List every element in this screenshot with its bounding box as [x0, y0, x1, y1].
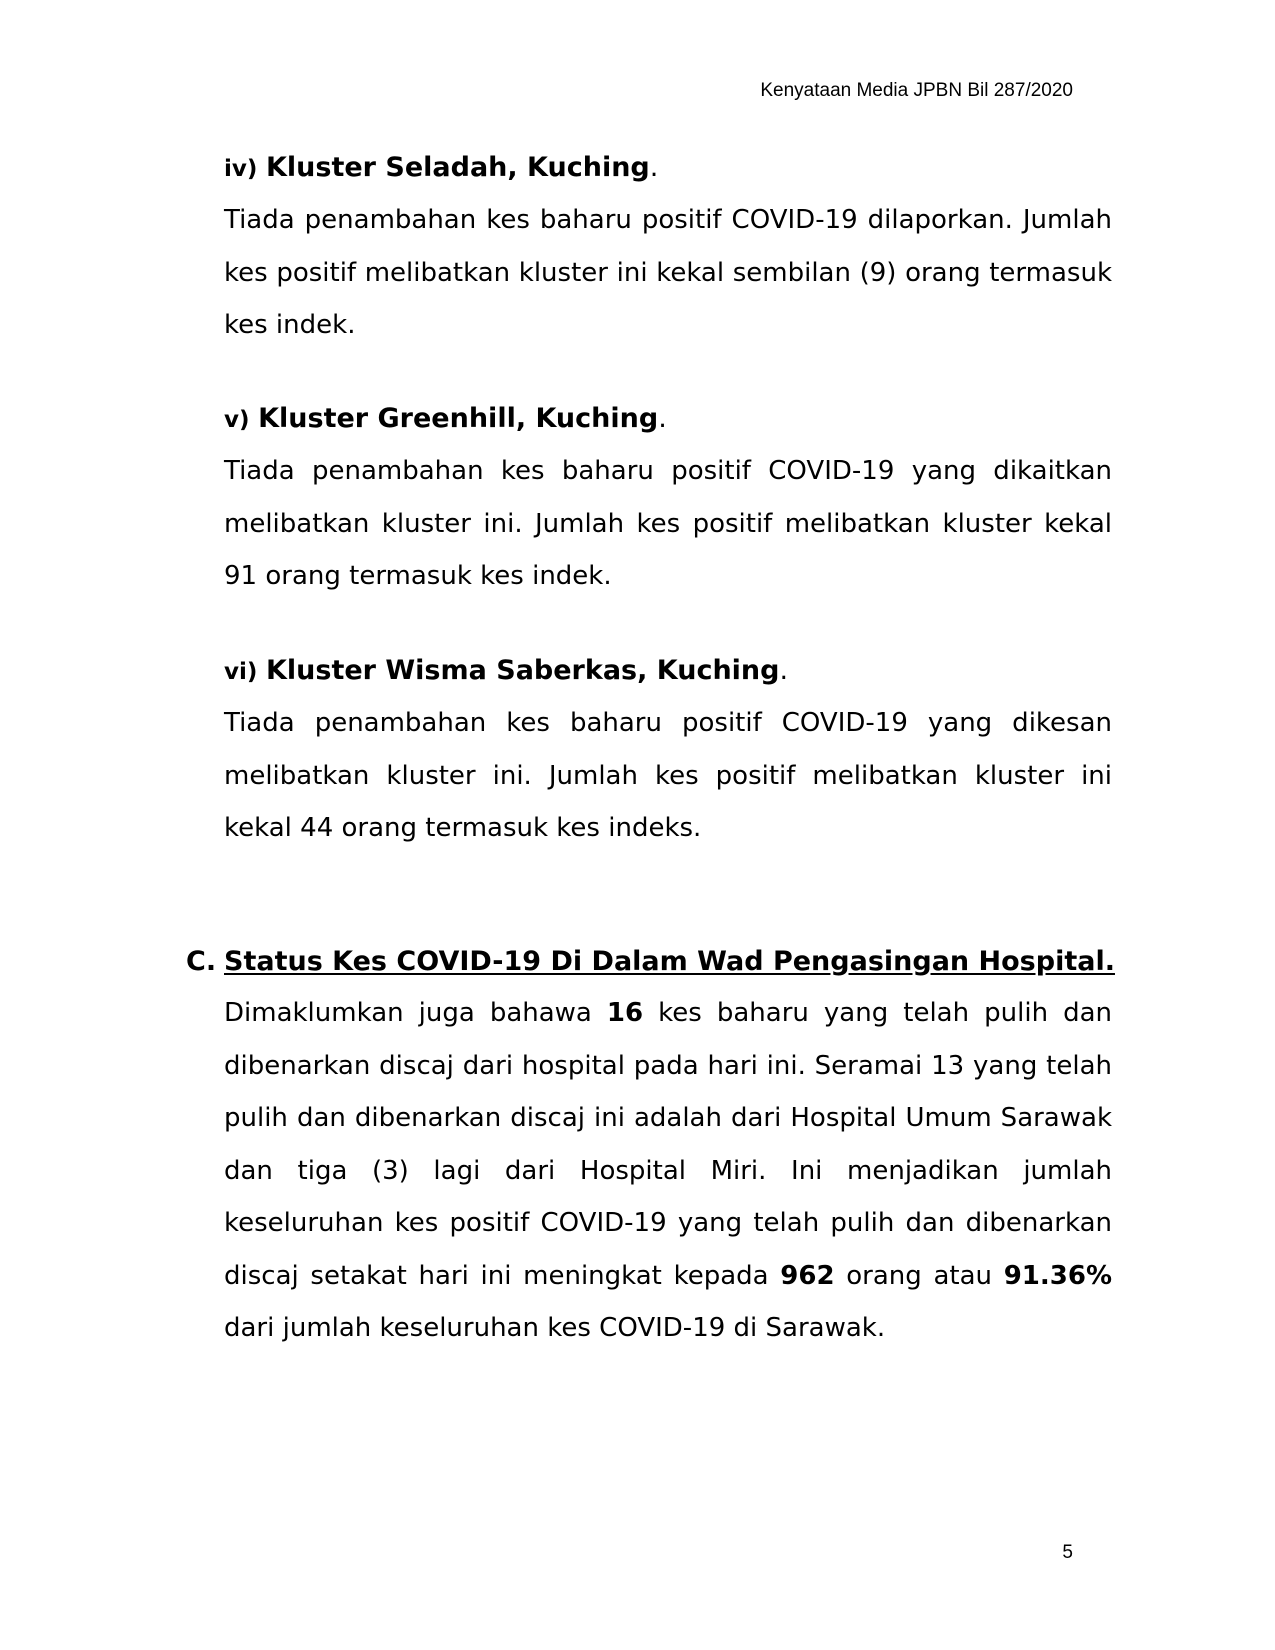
paragraph-text: kes baharu yang telah pulih dan dibenarkan discaj dari hospital pada hari ini. Seramai 13 yang telah pulih dan dibenarkan discaj ini adalah dari Hospital Umum Sarawak dan tiga (3) lagi dari Hospital Miri. Ini menjadikan jumlah keseluruhan kes positif COVID-19 yang telah pulih dan dibenarkan discaj setakat hari ini meningkat kepada [224, 998, 1112, 1291]
cluster-number: iv) [224, 156, 258, 182]
cluster-heading-greenhill [224, 403, 667, 436]
recovery-percentage: 91.36% [1003, 1260, 1113, 1291]
cluster-period: . [658, 403, 667, 434]
cluster-text-wisma-saberkas: Tiada penambahan kes baharu positif COVID-19 yang dikesan melibatkan kluster ini. Jumlah kes positif melibatkan kluster ini kekal 44 orang termasuk kes indeks. [224, 708, 1112, 843]
cluster-text-greenhill: Tiada penambahan kes baharu positif COVID-19 yang dikaitkan melibatkan kluster ini. Jumlah kes positif melibatkan kluster kekal 91 orang termasuk kes indek. [224, 456, 1112, 591]
cluster-heading-seladah [224, 152, 658, 185]
section-c-paragraph [224, 987, 1112, 1355]
cluster-name: Kluster Greenhill, Kuching [258, 403, 659, 434]
cluster-text-seladah: Tiada penambahan kes baharu positif COVID-19 dilaporkan. Jumlah kes positif melibatkan kluster ini kekal sembilan (9) orang termasuk kes indek. [224, 205, 1112, 340]
cluster-number: vi) [224, 659, 258, 685]
paragraph-text: Dimaklumkan juga bahawa [224, 998, 592, 1028]
section-title: Status Kes COVID-19 Di Dalam Wad Pengasingan Hospital. [224, 946, 1115, 977]
section-c-heading [186, 946, 1115, 978]
page-number: 5 [1062, 1542, 1073, 1563]
cluster-name: Kluster Seladah, Kuching [265, 152, 650, 183]
paragraph-text: dari jumlah keseluruhan kes COVID-19 di Sarawak. [224, 1313, 886, 1343]
cluster-number: v) [224, 407, 250, 433]
paragraph-text: orang atau [846, 1260, 993, 1291]
cluster-heading-wisma-saberkas [224, 655, 788, 688]
recovered-today-count: 16 [606, 998, 644, 1028]
cluster-period: . [649, 152, 659, 183]
cluster-period: . [779, 655, 789, 686]
cluster-name: Kluster Wisma Saberkas, Kuching [265, 655, 780, 686]
total-recovered-count: 962 [780, 1260, 835, 1291]
section-letter: C. [186, 946, 217, 977]
document-header: Kenyataan Media JPBN Bil 287/2020 [760, 80, 1073, 101]
